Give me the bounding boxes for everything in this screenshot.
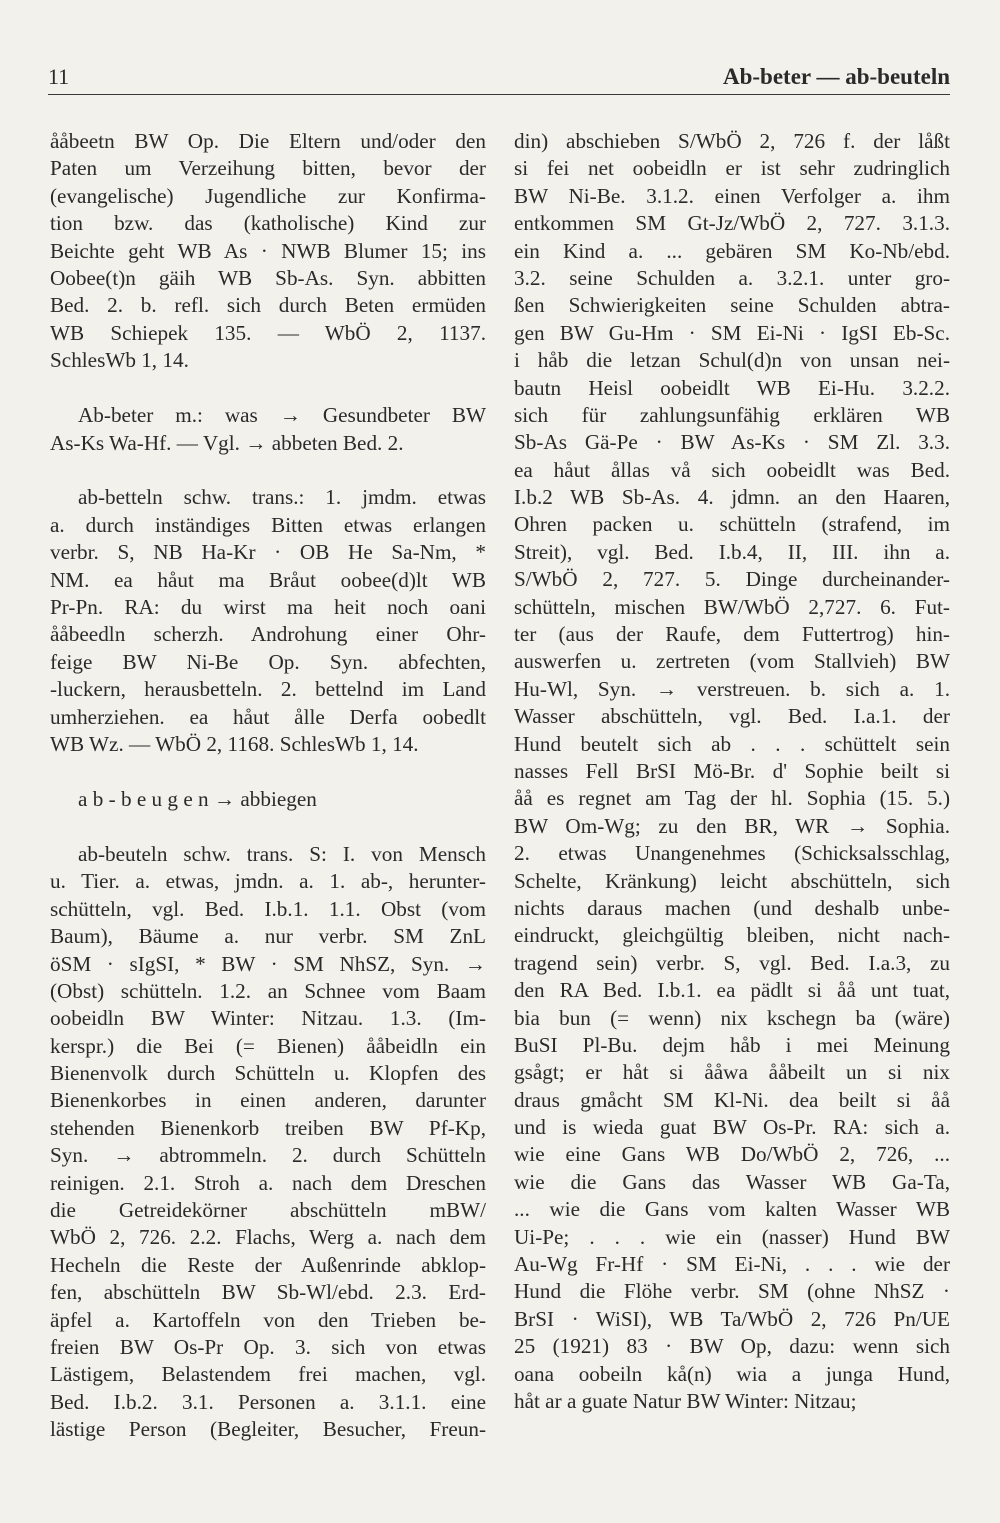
running-head: Ab-beter — ab-beuteln [722,64,950,89]
text-line: a b - b e u g e n → abbiegen [78,786,317,811]
text-line: schütteln, mischen BW/WbÖ 2,727. 6. Fut- [514,594,950,619]
text-line: gsågt; er håt si ååwa ååbeilt un si nix [514,1060,950,1085]
text-line: Pr-Pn. RA: du wirst ma heit noch oani [50,595,486,620]
left-column [50,128,486,1444]
text-line: Hund die Flöhe verbr. SM (ohne NhSZ · [514,1279,950,1304]
paragraph-gap [50,758,486,786]
text-line: -luckern, herausbetteln. 2. bettelnd im Land [50,677,486,702]
text-line: Wasser abschütteln, vgl. Bed. I.a.1. der [514,704,950,729]
text-line: Ohren packen u. schütteln (strafend, im [514,512,950,537]
text-line: Ab-beter m.: was → Gesundbeter BW [78,403,486,428]
text-line: I.b.2 WB Sb-As. 4. jdmn. an den Haaren, [514,485,950,510]
text-line: Beichte geht WB As · NWB Blumer 15; ins [50,238,486,263]
text-line: oobeidln BW Winter: Nitzau. 1.3. (Im- [50,1006,486,1031]
text-line: WbÖ 2, 726. 2.2. Flachs, Werg a. nach dem [50,1225,486,1250]
text-line: kerspr.) die Bei (= Bienen) ååbeidln ein [50,1033,486,1058]
text-line: tion bzw. das (katholische) Kind zur [50,211,486,236]
text-line: Lästigem, Belastendem frei machen, vgl. [50,1362,486,1387]
text-line: reinigen. 2.1. Stroh a. nach dem Dreschen [50,1170,486,1195]
text-line: bia bun (= wenn) nix kschegn ba (wäre) [514,1005,950,1030]
text-line: As-Ks Wa-Hf. — Vgl. → abbeten Bed. 2. [50,430,404,455]
text-line: Hecheln die Reste der Außenrinde abklop- [50,1252,486,1277]
text-line: gen BW Gu-Hm · SM Ei-Ni · IgSI Eb-Sc. [514,320,950,345]
text-line: die Getreidekörner abschütteln mBW/ [50,1198,486,1223]
text-line: bautn Heisl oobeidlt WB Ei-Hu. 3.2.2. [514,375,950,400]
text-line: den RA Bed. I.b.1. ea pädlt si åå unt tuat, [514,978,950,1003]
text-line: Syn. → abtrommeln. 2. durch Schütteln [50,1143,486,1168]
text-line: i håb die letzan Schul(d)n von unsan nei- [514,348,950,373]
text-line: Paten um Verzeihung bitten, bevor der [50,156,486,181]
text-line: håt ar a guate Natur BW Winter: Nitzau; [514,1388,857,1413]
text-line: a. durch inständiges Bitten etwas erlangen [50,512,486,537]
text-line: Bed. I.b.2. 3.1. Personen a. 3.1.1. eine [50,1389,486,1414]
text-line: Baum), Bäume a. nur verbr. SM ZnL [50,924,486,949]
text-line: si fei net oobeidln er ist sehr zudringlich [514,156,950,181]
text-line: draus gmåcht SM Kl-Ni. dea beilt si åå [514,1087,950,1112]
text-line: Schelte, Kränkung) leicht abschütteln, sich [514,868,950,893]
text-line: und is wieda guat BW Os-Pr. RA: sich a. [514,1115,950,1140]
text-line: ååbeetn BW Op. Die Eltern und/oder den [50,129,486,153]
page-header [48,62,950,95]
text-line: umherziehen. ea håut ålle Derfa oobedlt [50,704,486,729]
paragraph-gap [50,457,486,485]
text-line: WB Wz. — WbÖ 2, 1168. SchlesWb 1, 14. [50,732,419,756]
text-line: äpfel a. Kartoffeln von den Trieben be- [50,1307,486,1332]
text-line: Hund beutelt sich ab . . . schüttelt sein [514,731,950,756]
text-line: Bed. 2. b. refl. sich durch Beten ermüden [50,293,486,318]
text-line: tragend sein) verbr. S, vgl. Bed. I.a.3, zu [514,950,950,975]
text-line: lästige Person (Begleiter, Besucher, Freun- [50,1417,486,1442]
text-line: ter (aus der Raufe, dem Futtertrog) hin- [514,622,950,647]
text-line: åå es regnet am Tag der hl. Sophia (15. 5.) [514,786,950,811]
text-line: ... wie die Gans vom kalten Wasser WB [514,1197,950,1222]
text-line: din) abschieben S/WbÖ 2, 726 f. der låßt [514,129,950,153]
text-line: fen, abschütteln BW Sb-Wl/ebd. 2.3. Erd- [50,1280,486,1305]
text-line: Streit), vgl. Bed. I.b.4, II, III. ihn a. [514,539,950,564]
text-line: eindruckt, gleichgültig bleiben, nicht nach- [514,923,950,948]
text-line: S/WbÖ 2, 727. 5. Dinge durcheinander- [514,567,950,592]
text-line: ßen Schwierigkeiten seine Schulden abtra- [514,293,950,318]
text-line: feige BW Ni-Be Op. Syn. abfechten, [50,649,486,674]
text-line: auswerfen u. zertreten (vom Stallvieh) BW [514,649,950,674]
text-line: Oobee(t)n gäih WB Sb-As. Syn. abbitten [50,265,486,290]
text-line: Au-Wg Fr-Hf · SM Ei-Ni, . . . wie der [514,1252,950,1277]
text-line: Ui-Pe; . . . wie ein (nasser) Hund BW [514,1224,950,1249]
text-line: Hu-Wl, Syn. → verstreuen. b. sich a. 1. [514,676,950,701]
text-line: 2. etwas Unangenehmes (Schicksalsschlag, [514,841,950,866]
text-line: (evangelische) Jugendliche zur Konfirma- [50,183,486,208]
text-line: NM. ea håut ma Bråut oobee(d)lt WB [50,567,486,592]
text-line: ea håut ållas vå sich oobeidlt was Bed. [514,457,950,482]
text-line: BW Ni-Be. 3.1.2. einen Verfolger a. ihm [514,183,950,208]
text-line: Bienenkorbes in einen anderen, darunter [50,1088,486,1113]
text-line: entkommen SM Gt-Jz/WbÖ 2, 727. 3.1.3. [514,211,950,236]
text-line: wie eine Gans WB Do/WbÖ 2, 726, ... [514,1142,950,1167]
text-line: öSM · sIgSI, * BW · SM NhSZ, Syn. → [50,951,486,976]
page-number: 11 [48,64,70,89]
text-line: nichts daraus machen (und deshalb unbe- [514,895,950,920]
text-line: Sb-As Gä-Pe · BW As-Ks · SM Zl. 3.3. [514,430,950,455]
text-line: BrSI · WiSI), WB Ta/WbÖ 2, 726 Pn/UE [514,1306,950,1331]
text-line: ab-beuteln schw. trans. S: I. von Mensch [78,841,486,866]
text-line: oana oobeiln kå(n) wia a junga Hund, [514,1361,950,1386]
text-line: u. Tier. a. etwas, jmdn. a. 1. ab-, herunter- [50,869,486,894]
text-line: ååbeedln scherzh. Androhung einer Ohr- [50,622,486,647]
right-column [514,128,950,1415]
text-line: WB Schiepek 135. — WbÖ 2, 1137. [50,320,486,345]
text-line: SchlesWb 1, 14. [50,348,189,373]
paragraph-gap [50,813,486,841]
text-line: 25 (1921) 83 · BW Op, dazu: wenn sich [514,1334,950,1359]
text-line: freien BW Os-Pr Op. 3. sich von etwas [50,1335,486,1359]
text-line: (Obst) schütteln. 1.2. an Schnee vom Baam [50,978,486,1003]
text-line: ab-betteln schw. trans.: 1. jmdm. etwas [78,485,486,510]
text-line: BW Om-Wg; zu den BR, WR → Sophia. [514,813,950,838]
text-line: sich für zahlungsunfähig erklären WB [514,402,950,427]
text-line: BuSI Pl-Bu. dejm håb i mei Meinung [514,1032,950,1057]
paragraph-gap [50,375,486,403]
text-line: wie die Gans das Wasser WB Ga-Ta, [514,1169,950,1194]
text-line: Bienenvolk durch Schütteln u. Klopfen des [50,1061,486,1086]
text-line: stehenden Bienenkorb treiben BW Pf-Kp, [50,1115,486,1140]
text-line: verbr. S, NB Ha-Kr · OB He Sa-Nm, * [50,540,486,565]
text-line: 3.2. seine Schulden a. 3.2.1. unter gro- [514,265,950,290]
text-line: schütteln, vgl. Bed. I.b.1. 1.1. Obst (vom [50,896,486,921]
text-line: nasses Fell BrSI Mö-Br. d' Sophie beilt si [514,758,950,783]
text-line: ein Kind a. ... gebären SM Ko-Nb/ebd. [514,238,950,263]
